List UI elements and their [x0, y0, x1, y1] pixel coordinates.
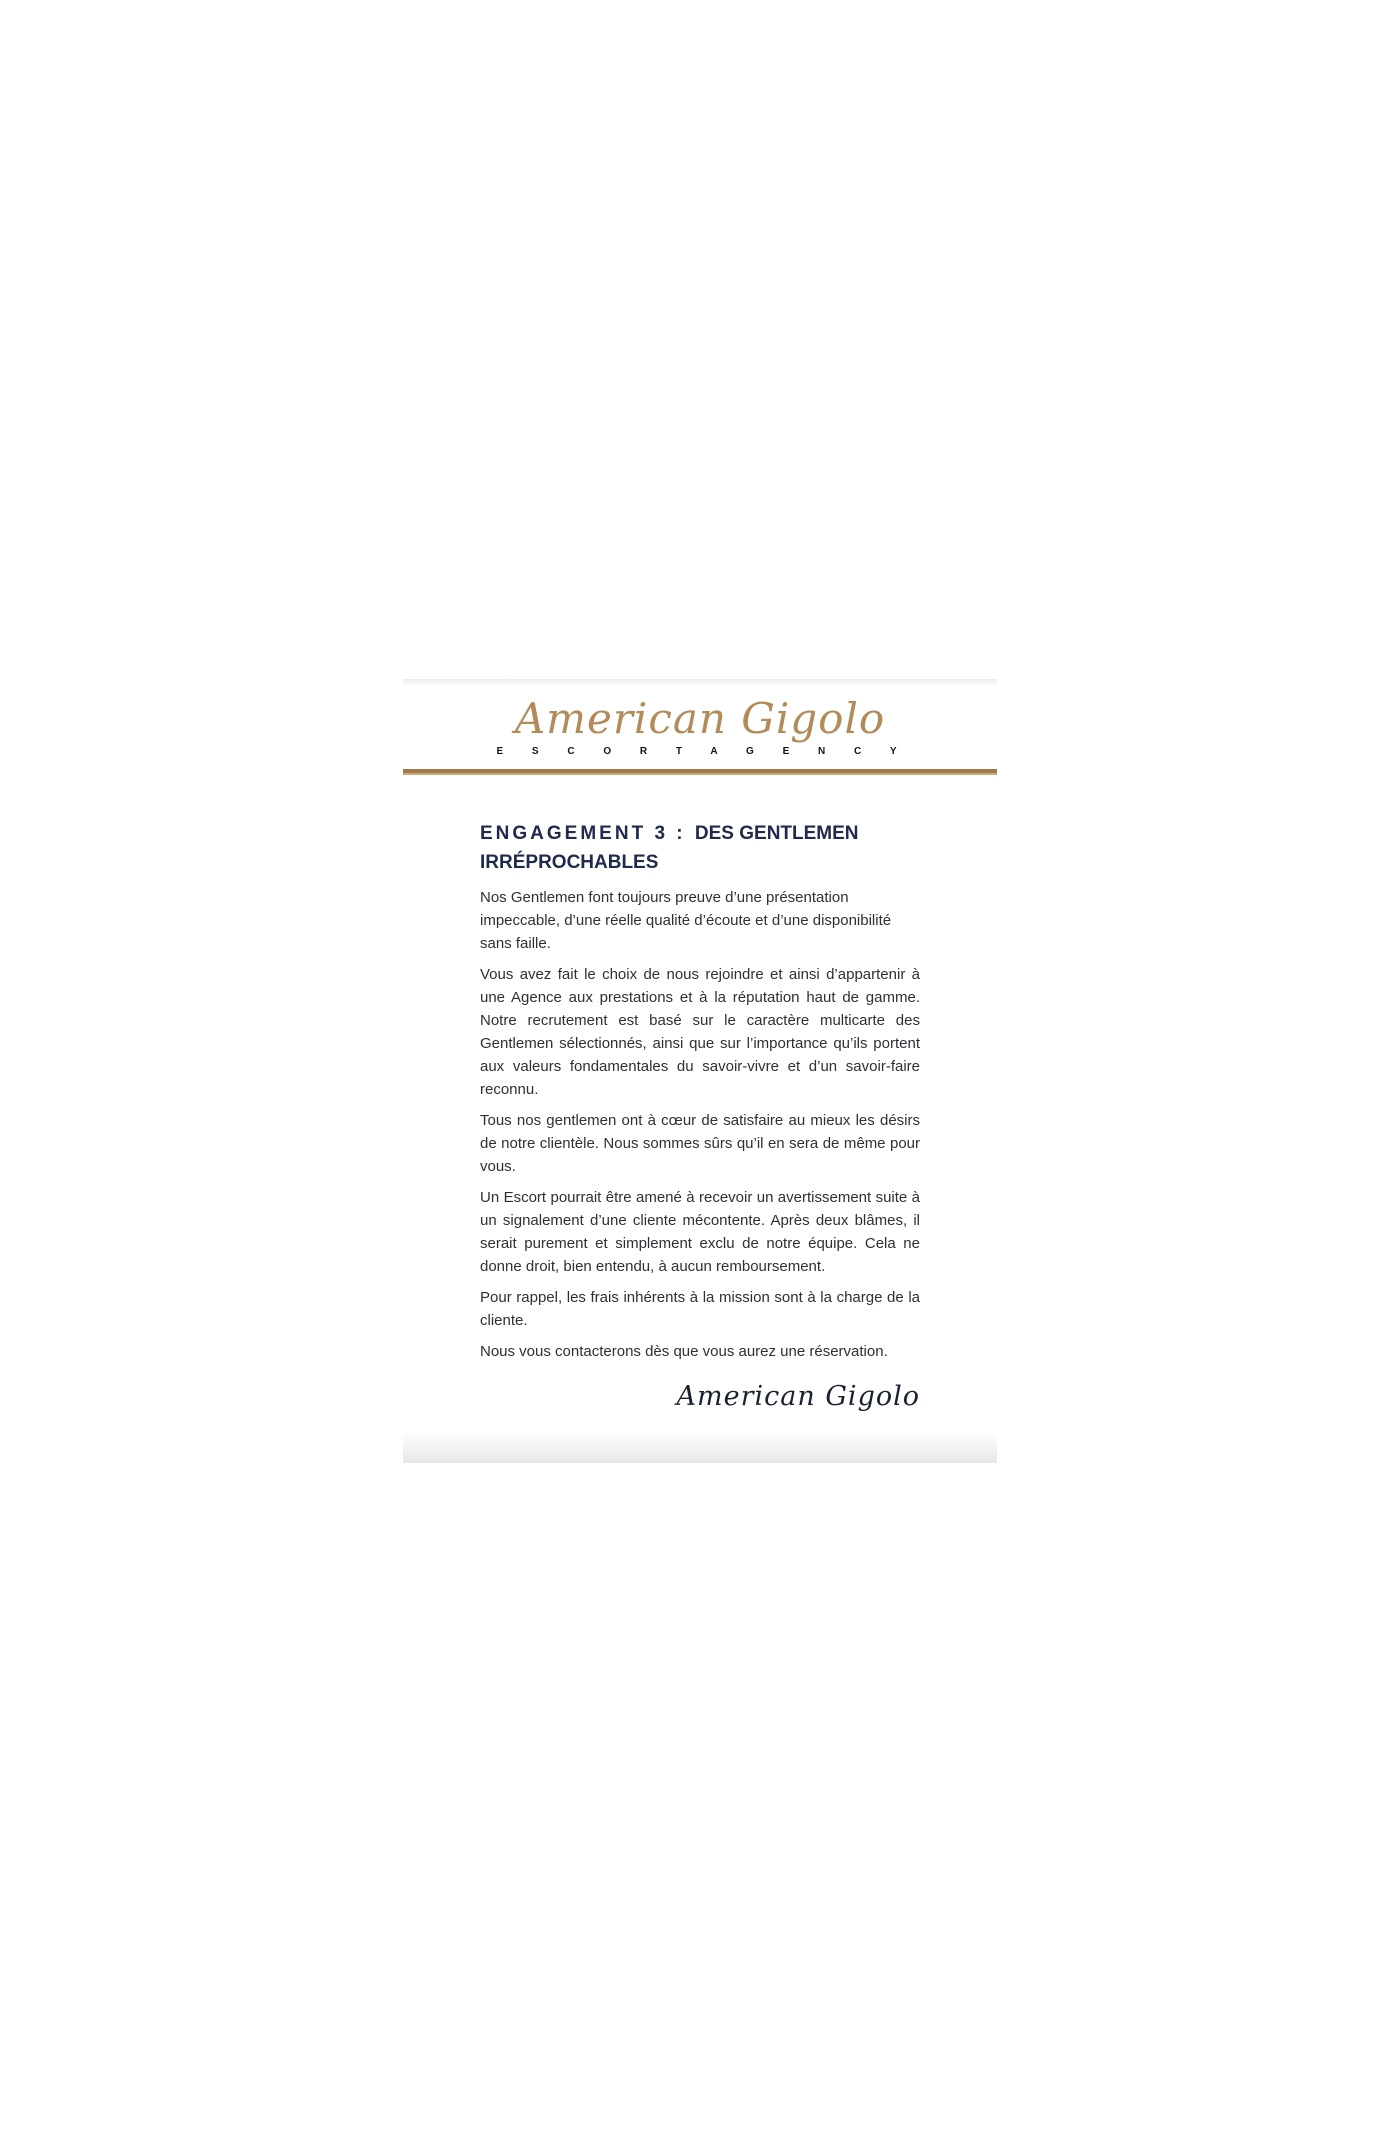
letter-heading-subject: DES GENTLEMEN IRRÉPROCHABLES — [480, 823, 859, 873]
paragraph-recrutement: Vous avez fait le choix de nous rejoindre et ainsi d’appartenir à une Agence aux prestations et à la réputation haut de gamme. Notre recrutement est basé sur le caractère multicarte des Gentlemen sélectionnés, ainsi que sur l’importance qu’ils portent aux valeurs fondamentales du savoir-vivre et d’un savoir-faire reconnu. — [480, 966, 920, 1098]
letter-heading — [480, 819, 920, 877]
paragraph-presentation: Nos Gentlemen font toujours preuve d’une présentation impeccable, d’une réelle qualité d’écoute et d’une disponibilité sans faille. — [480, 889, 892, 952]
brand-tagline: E S C O R T A G E N C Y — [496, 746, 904, 757]
letter-content — [403, 775, 997, 1419]
card-top-fade — [403, 679, 997, 688]
card-bottom-fade — [403, 1431, 997, 1463]
brand-header — [403, 688, 997, 757]
letter-heading-engagement: ENGAGEMENT 3 : — [480, 823, 686, 844]
paragraph-satisfaction: Tous nos gentlemen ont à cœur de satisfaire au mieux les désirs de notre clientèle. Nous sommes sûrs qu’il en sera de même pour vous. — [480, 1112, 920, 1175]
paragraph-frais: Pour rappel, les frais inhérents à la mission sont à la charge de la cliente. — [480, 1289, 920, 1329]
letter-card — [403, 679, 997, 1463]
brand-logo: American Gigolo — [514, 694, 886, 743]
paragraph-avertissement: Un Escort pourrait être amené à recevoir un avertissement suite à un signalement d’une cliente mécontente. Après deux blâmes, il serait purement et simplement exclu de notre équipe. Cela ne donne droit, bien entendu, à aucun remboursement. — [480, 1189, 920, 1275]
paragraph-contact: Nous vous contacterons dès que vous aurez une réservation. — [480, 1343, 888, 1360]
signature: American Gigolo — [676, 1381, 920, 1412]
